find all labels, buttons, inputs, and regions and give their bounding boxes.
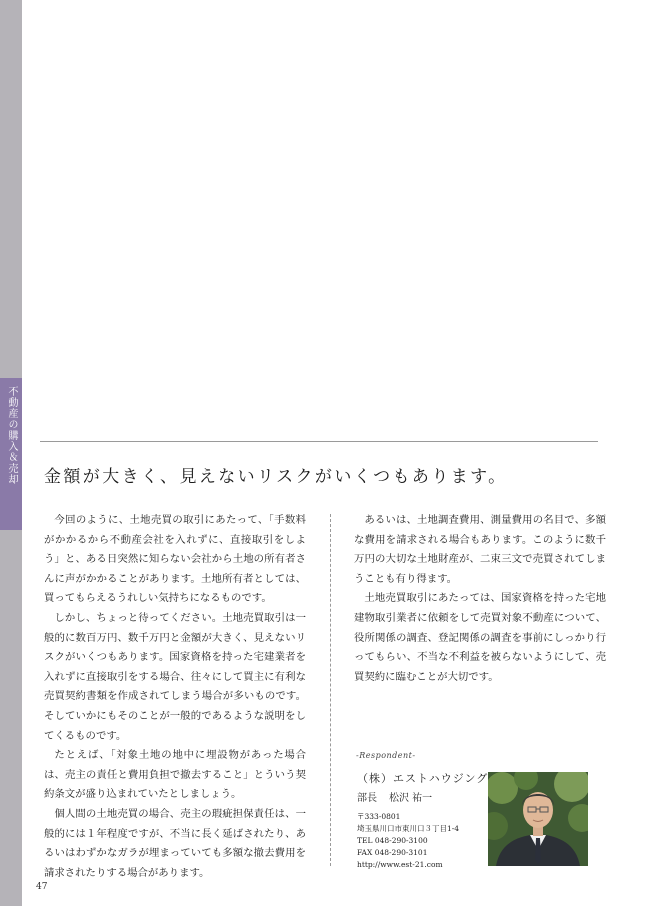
respondent-role: 部長 bbox=[357, 793, 377, 804]
contact-address bbox=[357, 811, 487, 871]
respondent-name: 松沢 祐一 bbox=[389, 793, 433, 804]
paragraph: たとえば、「対象土地の地中に埋設物があった場合は、売主の責任と費用負担で撤去すること」とういう契約条文が盛り込まれていたとしましょう。 bbox=[44, 749, 306, 801]
respondent-photo bbox=[488, 772, 588, 866]
page-number: 47 bbox=[36, 882, 48, 892]
paragraph: あるいは、土地調査費用、測量費用の名目で、多額な費用を請求される場合もあります。このように数千万円の大切な土地財産が、二束三文で売買されてしまうことも有り得ます。 bbox=[354, 514, 606, 585]
column-divider bbox=[330, 514, 331, 866]
phone-number: TEL 048-290-3100 bbox=[357, 836, 428, 845]
fax-number: FAX 048-290-3101 bbox=[357, 848, 428, 857]
respondent-person bbox=[357, 789, 444, 804]
section-tab-label: 不動産の購入＆売却 bbox=[6, 386, 17, 485]
paragraph: 個人間の土地売買の場合、売主の瑕疵担保責任は、一般的には１年程度ですが、不当に長く延ばされたり、あるいはわずかなガラが埋まっていても多額な撤去費用を請求されたりする場合があります。 bbox=[44, 807, 306, 879]
paragraph: 今回のように、土地売買の取引にあたって、「手数料がかかるから不動産会社を入れずに、直接取引をしよう」と、ある日突然に知らない会社から土地の所有者さんに声がかかることがあります。土地所有者としては、買ってもらえるうれしい気持ちになるものです。 bbox=[44, 514, 306, 605]
respondent-heading: -Respondent- bbox=[356, 751, 416, 760]
company-name: （株）エストハウジング bbox=[357, 772, 489, 785]
street-address: 埼玉県川口市東川口３丁目1-4 bbox=[357, 824, 460, 833]
article-headline: 金額が大きく、見えないリスクがいくつもあります。 bbox=[44, 467, 508, 487]
right-column bbox=[354, 511, 606, 687]
paragraph: 土地売買取引にあたっては、国家資格を持った宅地建物取引業者に依頼をして売買対象不動産について、役所関係の調査、登記関係の調査を事前にしっかり行ってもらい、不当な不利益を被らないようにして、売買契約に臨むことが大切です。 bbox=[354, 592, 606, 683]
website-link[interactable]: http://www.est-21.com bbox=[357, 860, 443, 869]
postal-code: 〒333-0801 bbox=[357, 812, 401, 821]
paragraph: しかし、ちょっと待ってください。土地売買取引は一般的に数百万円、数千万円と金額が大きく、見えないリスクがいくつもあります。国家資格を持った宅建業者を入れずに直接取引をする場合、往々にして買主に有利な売買契約書類を作成されてしまう場合が多いものです。そしていかにもそのことが一般的であるような説明をしてくるものです。 bbox=[44, 611, 306, 742]
horizontal-rule bbox=[40, 441, 598, 442]
left-column bbox=[44, 511, 306, 883]
